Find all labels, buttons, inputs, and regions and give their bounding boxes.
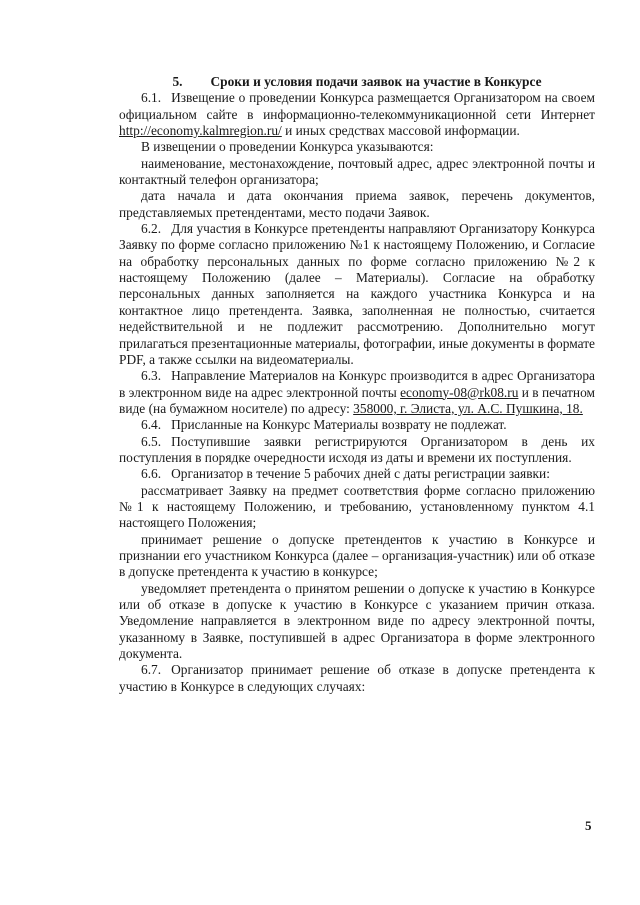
clause-number: 6.5. [141,433,162,449]
email-link[interactable]: economy-08@rk08.ru [400,384,519,400]
website-link[interactable]: http://economy.kalmregion.ru/ [119,123,282,139]
postal-address: 358000, г. Элиста, ул. А.С. Пушкина, 18. [353,400,583,416]
paragraph-text: Для участия в Конкурсе претенденты направляют Организатору Конкурса Заявку по форме согласно приложению №1 к настоящему Положению, и Согласие на обработку персональных данных по форме согласно приложению №2 к настоящему Положению (далее – Материалы). Согласие на обработку персональных данных заполняется на каждого участника Конкурса и на контактное лицо претендента. Заявка, заполненная не полностью, считается недействительной и не подлежит рассмотрению. Дополнительно могут прилагаться презентационные материалы, фотографии, иные документы в формате PDF, а также ссылки на видеоматериалы. [119,221,595,367]
paragraph-text: Извещение о проведении Конкурса размещается Организатором на своем официальном сайте в информационно-телекоммуникационной сети Интернет [119,90,595,122]
section-number: 5. [172,74,183,89]
paragraph-text: Присланные на Конкурс Материалы возврату не подлежат. [171,417,507,433]
clause-number: 6.3. [141,368,162,384]
paragraph-6-5 [119,434,595,467]
paragraph-text: и иных средствах массовой информации. [281,123,520,139]
section-heading [119,74,595,90]
paragraph-review: рассматривает Заявку на предмет соответствия форме согласно приложению №1 к настоящему Положению, и требованию, установленному пунктом 4.1 настоящего Положения; [119,482,595,531]
paragraph-dates-documents: дата начала и дата окончания приема заявок, перечень документов, представляемых претендентами, место подачи Заявок. [119,188,595,220]
paragraph-text: Организатор в течение 5 рабочих дней с даты регистрации заявки: [171,466,550,482]
clause-number: 6.7. [141,662,162,678]
clause-number: 6.6. [141,466,162,482]
clause-number: 6.4. [141,417,162,433]
paragraph-6-1 [119,90,595,139]
paragraph-decision: принимает решение о допуске претендентов к участию в Конкурсе и признании его участником Конкурса (далее – организация-участник) или об отказе в допуске претендента к участию в конкурсе; [119,531,595,580]
document-page [119,74,595,695]
paragraph-6-6 [119,466,595,482]
clause-number: 6.1. [141,90,162,106]
paragraph-6-3 [119,368,595,417]
paragraph-text: Направление Материалов на Конкурс производится в адрес Организатора в электронном виде на адрес электронной почты [119,368,595,400]
paragraph-notification: уведомляет претендента о принятом решении о допуске к участию в Конкурсе или об отказе в допуске к участию в Конкурсе с указанием причин отказа. Уведомление направляется в электронном виде по адресу электронной почты, указанному в Заявке, поступившей в адрес Организатора в форме электронного документа. [119,580,595,662]
clause-number: 6.2. [141,221,162,237]
paragraph-6-7 [119,662,595,695]
paragraph-organizer-details: наименование, местонахождение, почтовый адрес, адрес электронной почты и контактный телефон организатора; [119,155,595,188]
section-title: Сроки и условия подачи заявок на участие в Конкурсе [210,74,542,89]
paragraph-text: и в печатном виде (на бумажном носителе) по адресу: [119,384,595,416]
paragraph-6-2 [119,221,595,368]
paragraph-text: Организатор принимает решение об отказе в допуске претендента к участию в Конкурсе в следующих случаях: [119,662,595,694]
paragraph-notice-intro: В извещении о проведении Конкурса указываются: [141,139,434,155]
page-number: 5 [585,818,592,833]
paragraph-6-4 [119,417,595,433]
paragraph-text: Поступившие заявки регистрируются Организатором в день их поступления в порядке очередности исходя из даты и времени их поступления. [119,433,595,465]
